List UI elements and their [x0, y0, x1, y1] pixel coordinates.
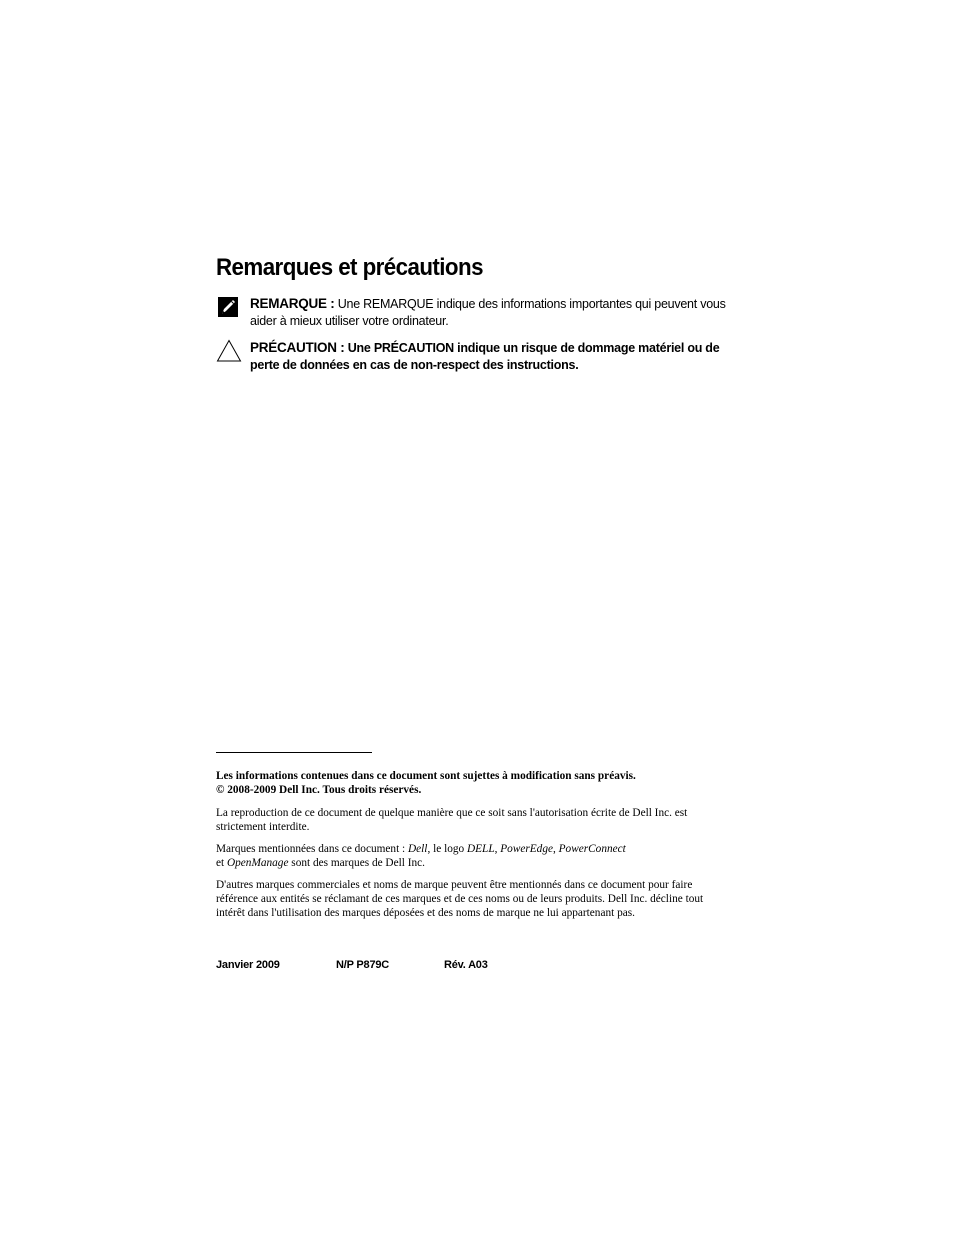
caution-block	[216, 339, 736, 374]
trademark-dell-logo: DELL	[467, 843, 495, 855]
note-pencil-icon	[216, 295, 240, 324]
publication-date: Janvier 2009	[216, 959, 280, 971]
trademark-poweredge: PowerEdge	[500, 843, 553, 855]
trademark-powerconnect: PowerConnect	[558, 843, 626, 855]
trademarks-suffix: sont des marques de Dell Inc.	[288, 857, 425, 869]
caution-label: PRÉCAUTION :	[250, 340, 345, 355]
trademarks-prefix: Marques mentionnées dans ce document :	[216, 843, 408, 855]
revision: Rév. A03	[444, 959, 488, 971]
trademarks-sep-2: ,	[494, 843, 501, 855]
trademarks-sep-3: ,	[553, 843, 559, 855]
footnote-divider	[216, 752, 372, 753]
trademarks-notice	[216, 842, 726, 870]
page-title: Remarques et précautions	[216, 254, 483, 281]
copyright-line: © 2008-2009 Dell Inc. Tous droits réservés.	[216, 784, 422, 796]
note-label: REMARQUE :	[250, 296, 335, 311]
legal-line-1: Les informations contenues dans ce document sont sujettes à modification sans préavis.	[216, 770, 636, 782]
note-text: Une REMARQUE indique des informations importantes qui peuvent vous aider à mieux utiliser votre ordinateur.	[250, 297, 726, 328]
trademark-openmanage: OpenManage	[226, 857, 289, 869]
note-block	[216, 295, 736, 330]
caution-text: Une PRÉCAUTION indique un risque de dommage matériel ou de perte de données en cas de non-respect des instructions.	[250, 341, 720, 372]
trademarks-sep-4: et	[216, 857, 227, 869]
reproduction-notice: La reproduction de ce document de quelque manière que ce soit sans l'autorisation écrite de Dell Inc. est strictement interdite.	[216, 807, 688, 833]
legal-notice	[216, 769, 726, 797]
trademark-dell: Dell	[408, 843, 428, 855]
trademarks-sep-1: , le logo	[427, 843, 467, 855]
caution-triangle-icon	[216, 339, 242, 368]
part-number: N/P P879C	[336, 959, 390, 971]
other-marks-notice: D'autres marques commerciales et noms de marque peuvent être mentionnés dans ce document pour faire référence aux entités se réclamant de ces marques et de ces noms ou de leurs produits. Dell Inc. décline tout intérêt dans l'utilisation des marques déposées et des noms de marque ne lui appartenant pas.	[216, 879, 704, 919]
